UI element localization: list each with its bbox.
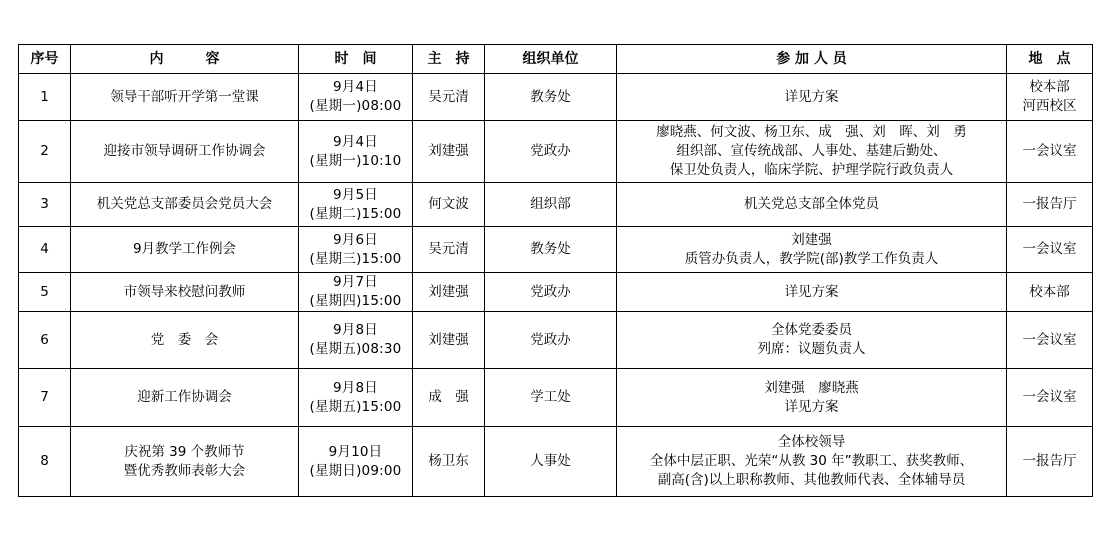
row-time-line: 9月7日 — [333, 274, 378, 290]
row-time-line: (星期五)08:30 — [309, 341, 402, 357]
row-time-line: 9月8日 — [333, 379, 378, 396]
header-org: 组织单位 — [485, 45, 617, 74]
row-place-line: 河西校区 — [1022, 98, 1077, 114]
row-host: 刘建强 — [413, 121, 485, 183]
row-time — [299, 369, 413, 427]
row-number: 7 — [19, 369, 71, 427]
row-time-line: 9月10日 — [328, 443, 383, 460]
header-place: 地 点 — [1007, 45, 1093, 74]
row-time — [299, 427, 413, 497]
row-participants-line: 质管办负责人，教学院(部)教学工作负责人 — [684, 250, 939, 267]
row-host: 刘建强 — [413, 273, 485, 312]
table-row — [19, 273, 1093, 312]
row-time-line: (星期一)08:00 — [309, 98, 402, 114]
row-participants — [617, 369, 1007, 427]
row-host: 何文波 — [413, 183, 485, 227]
row-participants — [617, 427, 1007, 497]
row-place — [1007, 427, 1093, 497]
row-content — [71, 427, 299, 497]
row-participants-line: 全体党委委员 — [771, 322, 852, 338]
row-participants — [617, 74, 1007, 121]
row-time — [299, 227, 413, 273]
row-time-line: (星期五)15:00 — [309, 398, 402, 415]
row-participants-line: 保卫处负责人，临床学院、护理学院行政负责人 — [669, 162, 954, 178]
row-participants-line: 全体校领导 — [777, 434, 846, 450]
row-org: 党政办 — [485, 312, 617, 369]
row-place — [1007, 74, 1093, 121]
header-participants: 参 加 人 员 — [617, 45, 1007, 74]
row-host: 吴元清 — [413, 227, 485, 273]
row-time — [299, 183, 413, 227]
row-content-line: 庆祝第 39 个教师节 — [124, 443, 245, 460]
row-time-line: 9月6日 — [333, 231, 378, 248]
table-row — [19, 369, 1093, 427]
row-content-line: 暨优秀教师表彰大会 — [123, 462, 246, 479]
row-content — [71, 369, 299, 427]
row-participants-line: 详见方案 — [784, 398, 839, 415]
row-org: 党政办 — [485, 273, 617, 312]
row-time-line: 9月8日 — [333, 322, 378, 338]
table-row — [19, 227, 1093, 273]
row-time-line: 9月4日 — [333, 133, 378, 150]
header-content: 内 容 — [71, 45, 299, 74]
row-place-line: 校本部 — [1029, 79, 1070, 95]
row-content-line: 市领导来校慰问教师 — [123, 283, 246, 300]
header-row — [19, 45, 1093, 74]
row-time-line: (星期三)15:00 — [309, 250, 402, 267]
row-time-line: (星期四)15:00 — [309, 293, 402, 309]
row-participants-line: 机关党总支部全体党员 — [744, 196, 879, 212]
row-place-line: 一报告厅 — [1022, 196, 1077, 212]
row-content — [71, 74, 299, 121]
row-participants — [617, 273, 1007, 312]
row-place-line: 一会议室 — [1022, 143, 1077, 159]
table-row — [19, 121, 1093, 183]
row-place — [1007, 312, 1093, 369]
row-number: 8 — [19, 427, 71, 497]
row-participants — [617, 227, 1007, 273]
row-participants — [617, 312, 1007, 369]
row-time-line: (星期一)10:10 — [309, 152, 402, 169]
row-participants-line: 列席：议题负责人 — [757, 341, 866, 357]
row-place-line: 校本部 — [1029, 283, 1070, 300]
row-content-line: 领导干部听开学第一堂课 — [110, 88, 259, 105]
header-time: 时 间 — [299, 45, 413, 74]
row-participants-line: 廖晓燕、何文波、杨卫东、成 强、刘 晖、刘 勇 — [656, 124, 967, 140]
row-place-line: 一会议室 — [1022, 241, 1077, 257]
row-org: 教务处 — [485, 74, 617, 121]
row-content-line: 迎新工作协调会 — [137, 389, 232, 405]
row-place — [1007, 369, 1093, 427]
table-row — [19, 183, 1093, 227]
row-number: 4 — [19, 227, 71, 273]
row-time — [299, 74, 413, 121]
row-org: 党政办 — [485, 121, 617, 183]
row-content-line: 党 委 会 — [150, 331, 219, 348]
row-host: 成 强 — [413, 369, 485, 427]
row-content-line: 9月教学工作例会 — [132, 241, 237, 257]
row-time — [299, 312, 413, 369]
row-participants-line: 刘建强 — [791, 231, 832, 248]
row-participants-line: 全体中层正职、光荣“从教 30 年”教职工、获奖教师、 — [649, 453, 974, 469]
row-content — [71, 273, 299, 312]
row-number: 2 — [19, 121, 71, 183]
row-time — [299, 273, 413, 312]
table-row — [19, 312, 1093, 369]
row-time-line: (星期二)15:00 — [309, 205, 402, 222]
row-org: 教务处 — [485, 227, 617, 273]
row-number: 5 — [19, 273, 71, 312]
row-place-line: 一会议室 — [1022, 331, 1077, 348]
row-place-line: 一报告厅 — [1022, 453, 1077, 469]
row-org: 人事处 — [485, 427, 617, 497]
row-participants-line: 详见方案 — [784, 283, 839, 300]
row-content — [71, 312, 299, 369]
row-content — [71, 227, 299, 273]
row-time-line: (星期日)09:00 — [309, 462, 402, 479]
row-number: 1 — [19, 74, 71, 121]
row-participants-line: 刘建强 廖晓燕 — [764, 379, 859, 396]
row-participants — [617, 183, 1007, 227]
header-host: 主 持 — [413, 45, 485, 74]
header-no: 序号 — [19, 45, 71, 74]
row-place — [1007, 121, 1093, 183]
row-time — [299, 121, 413, 183]
row-time-line: 9月5日 — [333, 186, 378, 203]
row-place — [1007, 227, 1093, 273]
row-content — [71, 183, 299, 227]
row-participants — [617, 121, 1007, 183]
schedule-table — [18, 44, 1093, 497]
row-participants-line: 详见方案 — [784, 88, 839, 105]
row-host: 杨卫东 — [413, 427, 485, 497]
table-row — [19, 427, 1093, 497]
row-host: 吴元清 — [413, 74, 485, 121]
row-participants-line: 副高(含)以上职称教师、其他教师代表、全体辅导员 — [657, 472, 966, 488]
row-number: 3 — [19, 183, 71, 227]
row-place — [1007, 273, 1093, 312]
row-participants-line: 组织部、宣传统战部、人事处、基建后勤处、 — [676, 143, 947, 159]
table-row — [19, 74, 1093, 121]
row-number: 6 — [19, 312, 71, 369]
row-content-line: 机关党总支部委员会党员大会 — [96, 196, 273, 212]
row-org: 学工处 — [485, 369, 617, 427]
row-time-line: 9月4日 — [333, 79, 378, 95]
row-content-line: 迎接市领导调研工作协调会 — [103, 143, 266, 159]
row-org: 组织部 — [485, 183, 617, 227]
row-place-line: 一会议室 — [1022, 389, 1077, 405]
row-content — [71, 121, 299, 183]
row-place — [1007, 183, 1093, 227]
row-host: 刘建强 — [413, 312, 485, 369]
